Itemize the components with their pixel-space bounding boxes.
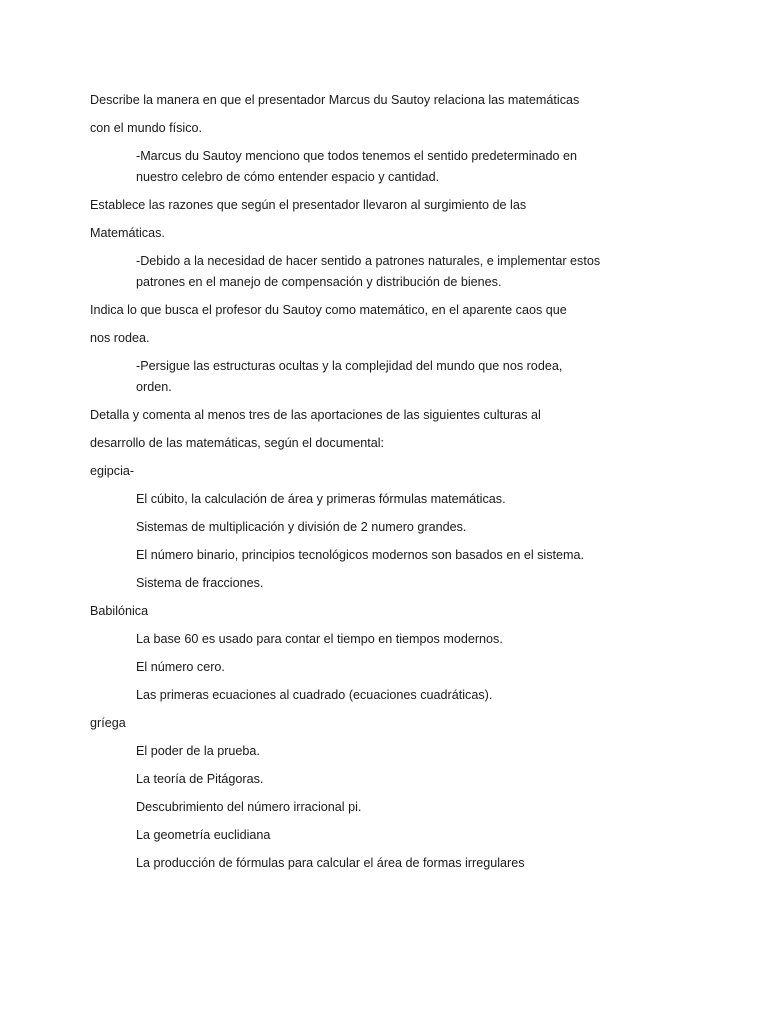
- question-3-line-1: Indica lo que busca el profesor du Sautoy como matemático, en el aparente caos que: [90, 303, 567, 317]
- answer-3-line-1: -Persigue las estructuras ocultas y la complejidad del mundo que nos rodea,: [136, 359, 563, 373]
- question-1-line-1: Describe la manera en que el presentador Marcus du Sautoy relaciona las matemáticas: [90, 93, 580, 107]
- list-item: El cúbito, la calculación de área y primeras fórmulas matemáticas.: [136, 492, 506, 506]
- list-item: La geometría euclidiana: [136, 828, 271, 842]
- answer-3: [90, 356, 656, 398]
- answer-1-line-1: -Marcus du Sautoy menciono que todos tenemos el sentido predeterminado en: [136, 149, 578, 163]
- question-1-line-2: con el mundo físico.: [90, 121, 203, 135]
- list-item: El número binario, principios tecnológicos modernos son basados en el sistema.: [136, 548, 585, 562]
- question-2-line-2: Matemáticas.: [90, 226, 165, 240]
- question-3-line-2: nos rodea.: [90, 331, 150, 345]
- section-heading-griega: gríega: [90, 716, 126, 730]
- question-4-line-1: Detalla y comenta al menos tres de las aportaciones de las siguientes culturas al: [90, 408, 541, 422]
- answer-2-line-1: -Debido a la necesidad de hacer sentido a patrones naturales, e implementar estos: [136, 254, 601, 268]
- answer-1: [90, 146, 656, 188]
- document-body: [90, 90, 650, 881]
- question-2-line-1: Establece las razones que según el presentador llevaron al surgimiento de las: [90, 198, 527, 212]
- list-item: La base 60 es usado para contar el tiempo en tiempos modernos.: [136, 632, 503, 646]
- list-item: La teoría de Pitágoras.: [136, 772, 264, 786]
- section-heading-babilonica: Babilónica: [90, 604, 149, 618]
- list-item: La producción de fórmulas para calcular el área de formas irregulares: [136, 856, 525, 870]
- question-4-line-2: desarrollo de las matemáticas, según el documental:: [90, 436, 385, 450]
- answer-2-line-2: patrones en el manejo de compensación y distribución de bienes.: [136, 275, 502, 289]
- section-heading-egipcia: egipcia-: [90, 464, 135, 478]
- answer-1-line-2: nuestro celebro de cómo entender espacio y cantidad.: [136, 170, 440, 184]
- list-item: El poder de la prueba.: [136, 744, 260, 758]
- answer-3-line-2: orden.: [136, 380, 172, 394]
- list-item: Sistema de fracciones.: [136, 576, 264, 590]
- list-item: Descubrimiento del número irracional pi.: [136, 800, 362, 814]
- list-item: Sistemas de multiplicación y división de 2 numero grandes.: [136, 520, 467, 534]
- answer-2: [90, 251, 656, 293]
- list-item: Las primeras ecuaciones al cuadrado (ecuaciones cuadráticas).: [136, 688, 493, 702]
- list-item: El número cero.: [136, 660, 225, 674]
